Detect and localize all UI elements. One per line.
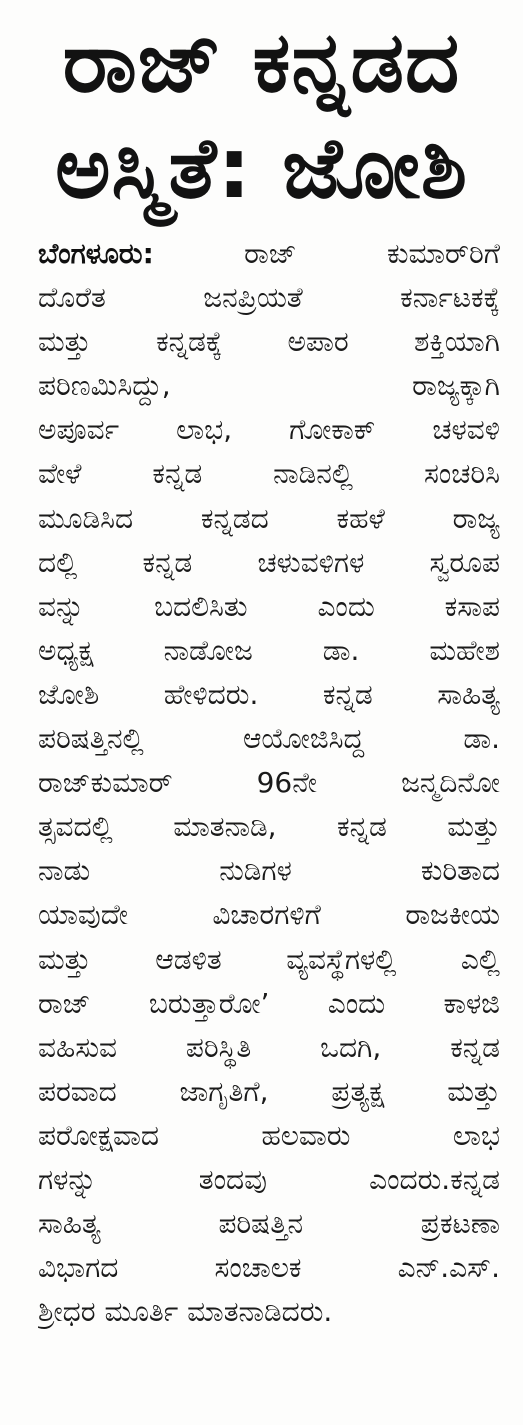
article-body [38,232,500,1334]
article-line: ಶ್ರೀಧರ ಮೂರ್ತಿ ಮಾತನಾಡಿದರು. [38,1295,333,1329]
article-line: ಜೋಶಿ ಹೇಳಿದರು. ಕನ್ನಡ ಸಾಹಿತ್ಯ [38,677,500,711]
article-line: ರಾಜ್‌ಕುಮಾರ್ 96ನೇ ಜನ್ಮದಿನೋ [38,766,500,800]
article-line: ದೊರೆತ ಜನಪ್ರಿಯತೆ ಕರ್ನಾಟಕಕ್ಕೆ [38,281,500,315]
article-line: ದಲ್ಲಿ ಕನ್ನಡ ಚಳುವಳಿಗಳ ಸ್ವರೂಪ [38,545,500,579]
article-line: ಮತ್ತು ಆಡಳಿತ ವ್ಯವಸ್ಥೆಗಳಲ್ಲಿ ಎಲ್ಲಿ [38,942,500,976]
article-line: ಪರಿಷತ್ತಿನಲ್ಲಿ ಆಯೋಜಿಸಿದ್ದ ಡಾ. [38,722,500,756]
article-line [38,232,500,276]
article-line: ಪರವಾದ ಜಾಗೃತಿಗೆ, ಪ್ರತ್ಯಕ್ಷ ಮತ್ತು [38,1074,500,1108]
article-line: ಸಾಹಿತ್ಯ ಪರಿಷತ್ತಿನ ಪ್ರಕಟಣಾ [38,1207,500,1241]
article-line: ರಾಜ್ ಬರುತ್ತಾರೋ’ ಎಂದು ಕಾಳಜಿ [38,986,500,1020]
article-line: ವಿಭಾಗದ ಸಂಚಾಲಕ ಎನ್.ಎಸ್. [38,1251,500,1285]
headline-line-1: ರಾಜ್ ಕನ್ನಡದ [62,13,461,111]
article-line: ಅಧ್ಯಕ್ಷ ನಾಡೋಜ ಡಾ. ಮಹೇಶ [38,633,500,667]
headline-line-2: ಅಸ್ಮಿತೆ: ಜೋಶಿ [55,119,468,217]
article-line: ವಹಿಸುವ ಪರಿಸ್ಥಿತಿ ಒದಗಿ, ಕನ್ನಡ [38,1030,500,1064]
article-line: ವನ್ನು ಬದಲಿಸಿತು ಎಂದು ಕಸಾಪ [38,589,500,623]
article-line: ಅಪೂರ್ವ ಲಾಭ, ಗೋಕಾಕ್ ಚಳವಳಿ [38,413,500,447]
article-line: ಪರಿಣಮಿಸಿದ್ದು, ರಾಜ್ಯಕ್ಕಾಗಿ [38,369,500,403]
article-line: ಯಾವುದೇ ವಿಚಾರಗಳಿಗೆ ರಾಜಕೀಯ [38,898,500,932]
article-line: ವೇಳೆ ಕನ್ನಡ ನಾಡಿನಲ್ಲಿ ಸಂಚರಿಸಿ [38,457,500,491]
article-first-line-text: ರಾಜ್ ಕುಮಾರ್‌ರಿಗೆ [153,237,500,270]
article-line: ಗಳನ್ನು ತಂದವು ಎಂದರು.ಕನ್ನಡ [38,1162,500,1196]
article-line: ನಾಡು ನುಡಿಗಳ ಕುರಿತಾದ [38,854,500,888]
article-line: ತ್ಸವದಲ್ಲಿ ಮಾತನಾಡಿ, ಕನ್ನಡ ಮತ್ತು [38,810,500,844]
dateline: ಬೆಂಗಳೂರು: [38,237,154,270]
article-line: ಮೂಡಿಸಿದ ಕನ್ನಡದ ಕಹಳೆ ರಾಜ್ಯ [38,501,500,535]
article-line: ಪರೋಕ್ಷವಾದ ಹಲವಾರು ಲಾಭ [38,1118,500,1152]
article-line: ಮತ್ತು ಕನ್ನಡಕ್ಕೆ ಅಪಾರ ಶಕ್ತಿಯಾಗಿ [38,325,500,359]
